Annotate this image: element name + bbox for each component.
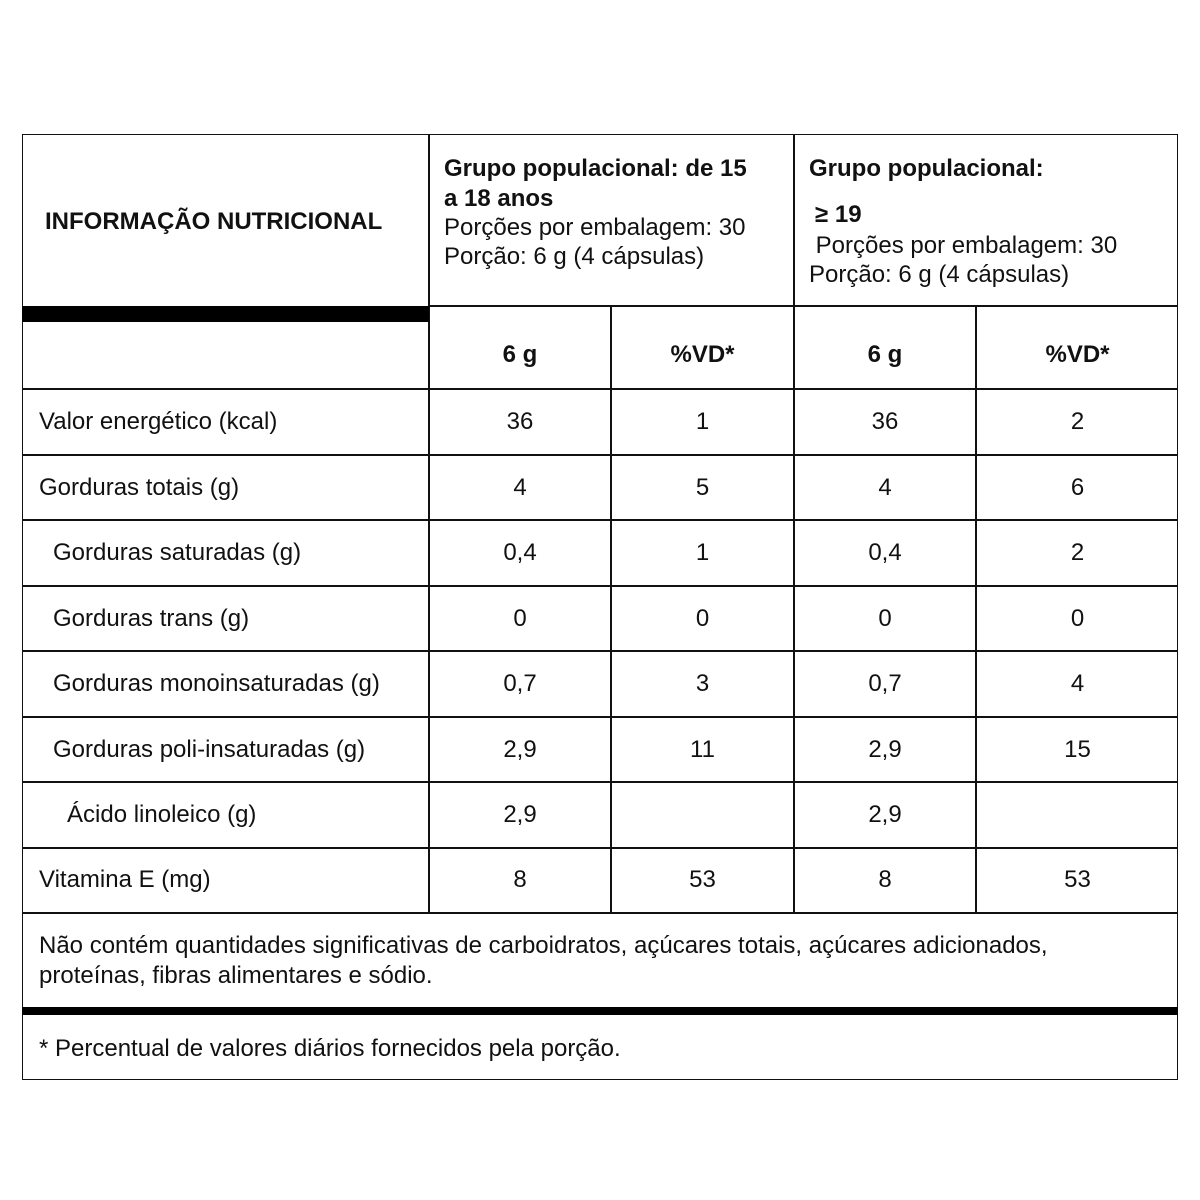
cell-value: 0,7 xyxy=(503,670,537,697)
row-line xyxy=(22,388,1178,390)
row-label: Valor energético (kcal) xyxy=(39,408,278,435)
cell-value: 2 xyxy=(1070,539,1085,566)
col-header-portion-g1: 6 g xyxy=(502,341,538,368)
cell-value: 4 xyxy=(513,474,527,501)
footnote-line2: proteínas, fibras alimentares e sódio. xyxy=(39,962,433,989)
divider-col-mid xyxy=(793,134,795,913)
cell-value: 0 xyxy=(1070,605,1085,632)
cell-value: 8 xyxy=(878,866,892,893)
cell-value: 53 xyxy=(689,866,716,893)
group1-title-line2: a 18 anos xyxy=(444,185,554,212)
row-label: Vitamina E (mg) xyxy=(39,866,211,893)
row-label: Gorduras totais (g) xyxy=(39,474,240,501)
group1-title-line1: Grupo populacional: de 15 xyxy=(444,155,747,182)
header-bottom-line xyxy=(428,305,1178,307)
cell-value: 36 xyxy=(871,408,899,435)
row-label: Ácido linoleico (g) xyxy=(67,801,257,828)
row-line xyxy=(22,585,1178,587)
group1-portion: Porção: 6 g (4 cápsulas) xyxy=(444,243,705,270)
row-line xyxy=(22,650,1178,652)
row-label: Gorduras monoinsaturadas (g) xyxy=(53,670,380,697)
cell-value: 2,9 xyxy=(503,801,537,828)
cell-value: 4 xyxy=(878,474,892,501)
header-thick-bar xyxy=(22,306,429,322)
cell-value: 0 xyxy=(878,605,892,632)
group2-title-line1: Grupo populacional: xyxy=(809,155,1044,182)
cell-value: 2,9 xyxy=(503,736,537,763)
cell-value: 0 xyxy=(695,605,710,632)
cell-value: 0,7 xyxy=(868,670,902,697)
cell-value: 0,4 xyxy=(868,539,902,566)
cell-value: 1 xyxy=(695,408,710,435)
row-line xyxy=(22,716,1178,718)
cell-value: 2,9 xyxy=(868,736,902,763)
cell-value: 15 xyxy=(1064,736,1091,763)
row-label: Gorduras trans (g) xyxy=(53,605,250,632)
col-header-portion-g2: 6 g xyxy=(867,341,903,368)
table-title: INFORMAÇÃO NUTRICIONAL xyxy=(45,208,383,235)
cell-value: 6 xyxy=(1070,474,1085,501)
group2-title-line2: ≥ 19 xyxy=(815,201,862,228)
cell-value: 0 xyxy=(513,605,527,632)
cell-value: 4 xyxy=(1070,670,1085,697)
cell-value: 2,9 xyxy=(868,801,902,828)
group1-servings: Porções por embalagem: 30 xyxy=(444,214,746,241)
footnote-line1: Não contém quantidades significativas de carboidratos, açúcares totais, açúcares adicionados, xyxy=(39,932,1048,959)
cell-value: 2 xyxy=(1070,408,1085,435)
row-line xyxy=(22,454,1178,456)
cell-value: 3 xyxy=(695,670,710,697)
row-line xyxy=(22,847,1178,849)
cell-value: 53 xyxy=(1064,866,1091,893)
group2-portion: Porção: 6 g (4 cápsulas) xyxy=(809,261,1070,288)
cell-value: 1 xyxy=(695,539,710,566)
row-line xyxy=(22,781,1178,783)
row-label: Gorduras poli-insaturadas (g) xyxy=(53,736,366,763)
row-line xyxy=(22,519,1178,521)
row-line xyxy=(22,912,1178,914)
cell-value: 0,4 xyxy=(503,539,537,566)
cell-value: 8 xyxy=(513,866,527,893)
col-header-vd-g2: %VD* xyxy=(1045,341,1110,368)
cell-value: 5 xyxy=(695,474,710,501)
divider-col1 xyxy=(428,134,430,913)
cell-value: 36 xyxy=(506,408,534,435)
row-label: Gorduras saturadas (g) xyxy=(53,539,302,566)
vd-note: * Percentual de valores diários fornecidos pela porção. xyxy=(39,1035,621,1062)
cell-value: 11 xyxy=(690,736,715,763)
footnote-thick-bar xyxy=(22,1007,1178,1015)
col-header-vd-g1: %VD* xyxy=(670,341,735,368)
group2-servings: Porções por embalagem: 30 xyxy=(809,232,1118,259)
